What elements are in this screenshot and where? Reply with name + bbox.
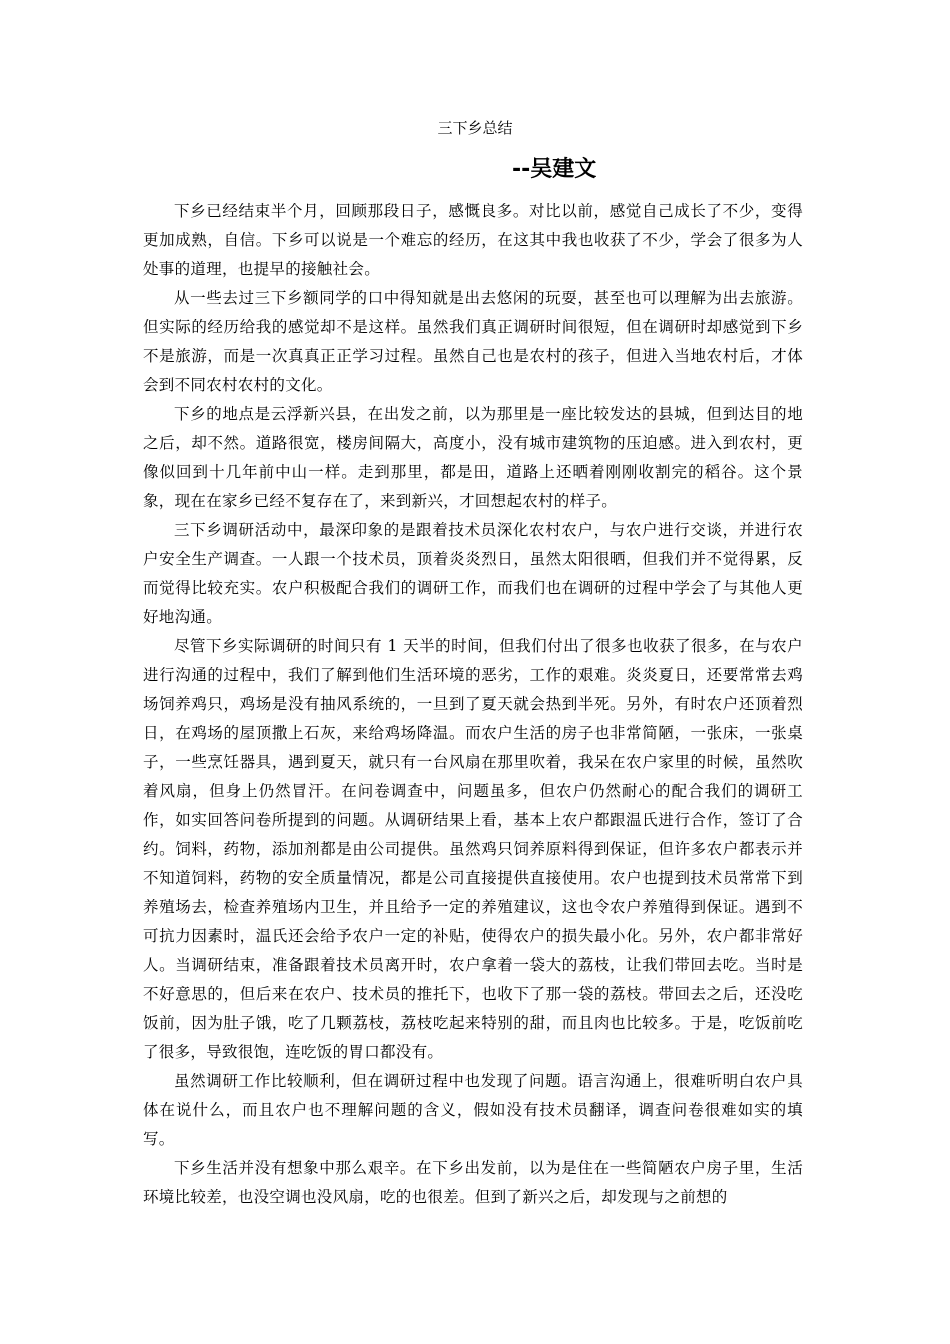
document-title: 三下乡总结	[437, 119, 513, 137]
paragraph: 尽管下乡实际调研的时间只有 1 天半的时间，但我们付出了很多也收获了很多，在与农户进行沟通的过程中，我们了解到他们生活环境的恶劣，工作的艰难。炎炎夏日，还要常常去鸡场饲养鸡只，鸡场是没有抽风系统的，一旦到了夏天就会热到半死。另外，有时农户还顶着烈日，在鸡场的屋顶撒上石灰，来给鸡场降温。而农户生活的房子也非常简陋，一张床，一张桌子，一些烹饪器具，遇到夏天，就只有一台风扇在那里吹着，我呆在农户家里的时候，虽然吹着风扇，但身上仍然冒汗。在问卷调查中，问题虽多，但农户仍然耐心的配合我们的调研工作，如实回答问卷所提到的问题。从调研结果上看，基本上农户都跟温氏进行合作，签订了合约。饲料，药物，添加剂都是由公司提供。虽然鸡只饲养原料得到保证，但许多农户都表示并不知道饲料，药物的安全质量情况，都是公司直接提供直接使用。农户也提到技术员常常下到养殖场去，检查养殖场内卫生，并且给予一定的养殖建议，这也令农户养殖得到保证。遇到不可抗力因素时，温氏还会给予农户一定的补贴，使得农户的损失最小化。另外，农户都非常好人。当调研结束，准备跟着技术员离开时，农户拿着一袋大的荔枝，让我们带回去吃。当时是不好意思的，但后来在农户、技术员的推托下，也收下了那一袋的荔枝。带回去之后，还没吃饭前，因为肚子饿，吃了几颗荔枝，荔枝吃起来特别的甜，而且肉也比较多。于是，吃饭前吃了很多，导致很饱，连吃饭的胃口都没有。	[143, 637, 803, 1061]
paragraph: 三下乡调研活动中，最深印象的是跟着技术员深化农村农户，与农户进行交谈，并进行农户安全生产调查。一人跟一个技术员，顶着炎炎烈日，虽然太阳很晒，但我们并不觉得累，反而觉得比较充实。农户积极配合我们的调研工作，而我们也在调研的过程中学会了与其他人更好地沟通。	[143, 521, 803, 626]
paragraph: 下乡生活并没有想象中那么艰辛。在下乡出发前，以为是住在一些简陋农户房子里，生活环境比较差，也没空调也没风扇，吃的也很差。但到了新兴之后，却发现与之前想的	[143, 1159, 803, 1206]
paragraph: 下乡的地点是云浮新兴县，在出发之前，以为那里是一座比较发达的县城，但到达目的地之后，却不然。道路很宽，楼房间隔大，高度小，没有城市建筑物的压迫感。进入到农村，更像似回到十几年前中山一样。走到那里，都是田，道路上还晒着刚刚收割完的稻谷。这个景象，现在在家乡已经不复存在了，来到新兴，才回想起农村的样子。	[143, 405, 803, 510]
document-body	[143, 197, 803, 1212]
paragraph: 从一些去过三下乡额同学的口中得知就是出去悠闲的玩耍，甚至也可以理解为出去旅游。但实际的经历给我的感觉却不是这样。虽然我们真正调研时间很短，但在调研时却感觉到下乡不是旅游，而是一次真真正正学习过程。虽然自己也是农村的孩子，但进入当地农村后，才体会到不同农村农村的文化。	[143, 289, 803, 394]
paragraph: 虽然调研工作比较顺利，但在调研过程中也发现了问题。语言沟通上，很难听明白农户具体在说什么，而且农户也不理解问题的含义，假如没有技术员翻译，调查问卷很难如实的填写。	[143, 1072, 803, 1148]
document-author: --吴建文	[512, 157, 597, 182]
paragraph: 下乡已经结束半个月，回顾那段日子，感慨良多。对比以前，感觉自己成长了不少，变得更加成熟，自信。下乡可以说是一个难忘的经历，在这其中我也收获了不少，学会了很多为人处事的道理，也提早的接触社会。	[143, 202, 803, 278]
